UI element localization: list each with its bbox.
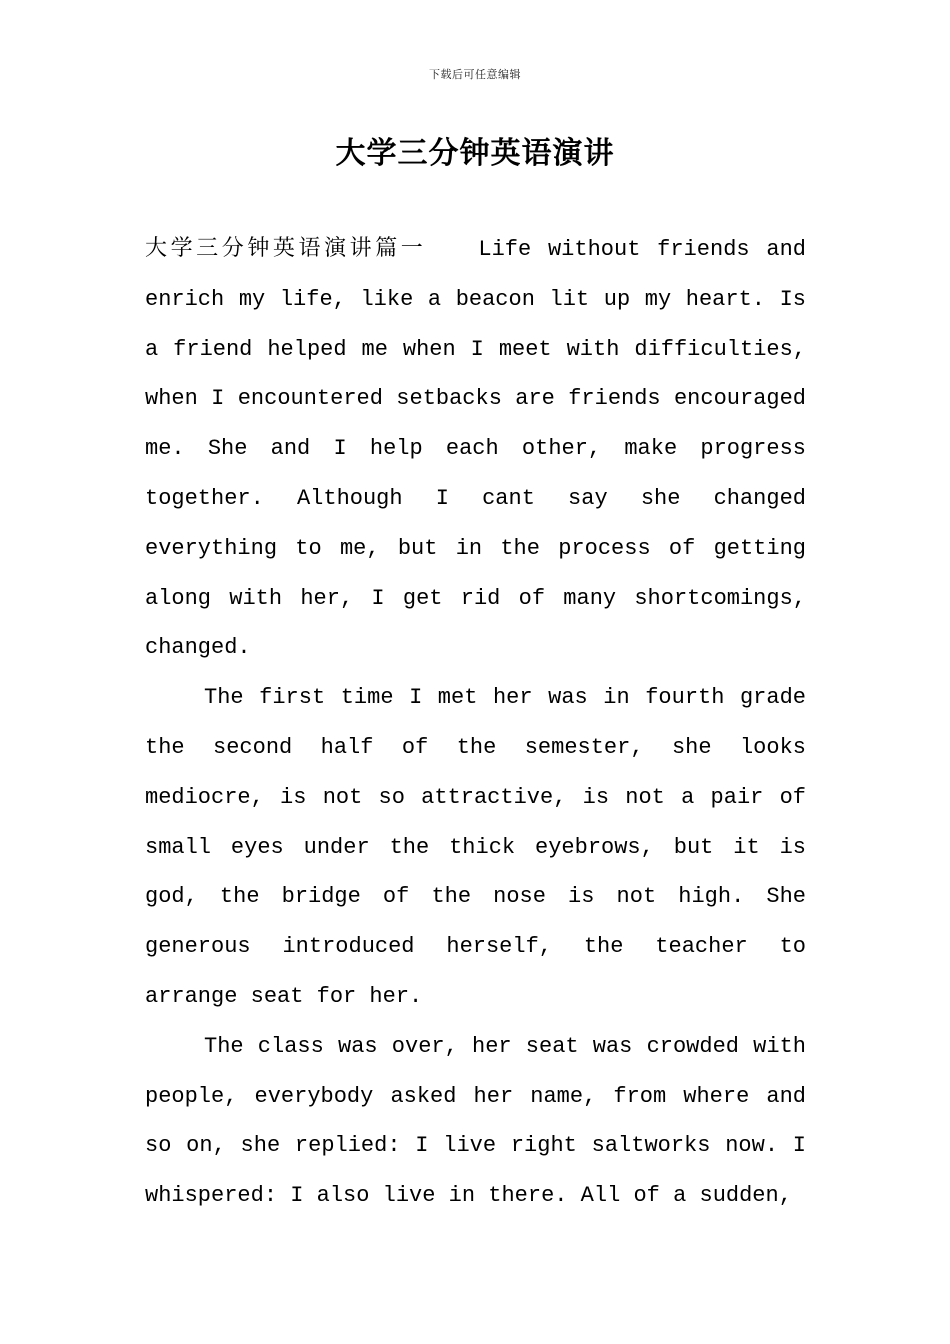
document-body: [145, 224, 806, 1221]
document-title: 大学三分钟英语演讲: [335, 136, 615, 171]
paragraph-3: The class was over, her seat was crowded with people, everybody asked her name, from where and so on, she replied: I live right saltworks now. I whispered: I also live in there. All of a sudden,: [145, 1033, 806, 1209]
paragraph-1: [145, 224, 806, 673]
paragraph-1-text: Life without friends and enrich my life, like a beacon lit up my heart. Is a friend helped me when I meet with difficulties, when I encountered setbacks are friends encouraged me. She and I help each other, make progress together. Although I cant say she changed everything to me, but in the process of getting along with her, I get rid of many shortcomings, changed.: [145, 237, 806, 661]
section-label: 大学三分钟英语演讲篇一: [145, 236, 427, 261]
header-note: 下载后可任意编辑: [429, 68, 521, 81]
paragraph-2: The first time I met her was in fourth grade the second half of the semester, she looks mediocre, is not so attractive, is not a pair of small eyes under the thick eyebrows, but it is god, the bridge of the nose is not high. She generous introduced herself, the teacher to arrange seat for her.: [145, 685, 806, 1009]
